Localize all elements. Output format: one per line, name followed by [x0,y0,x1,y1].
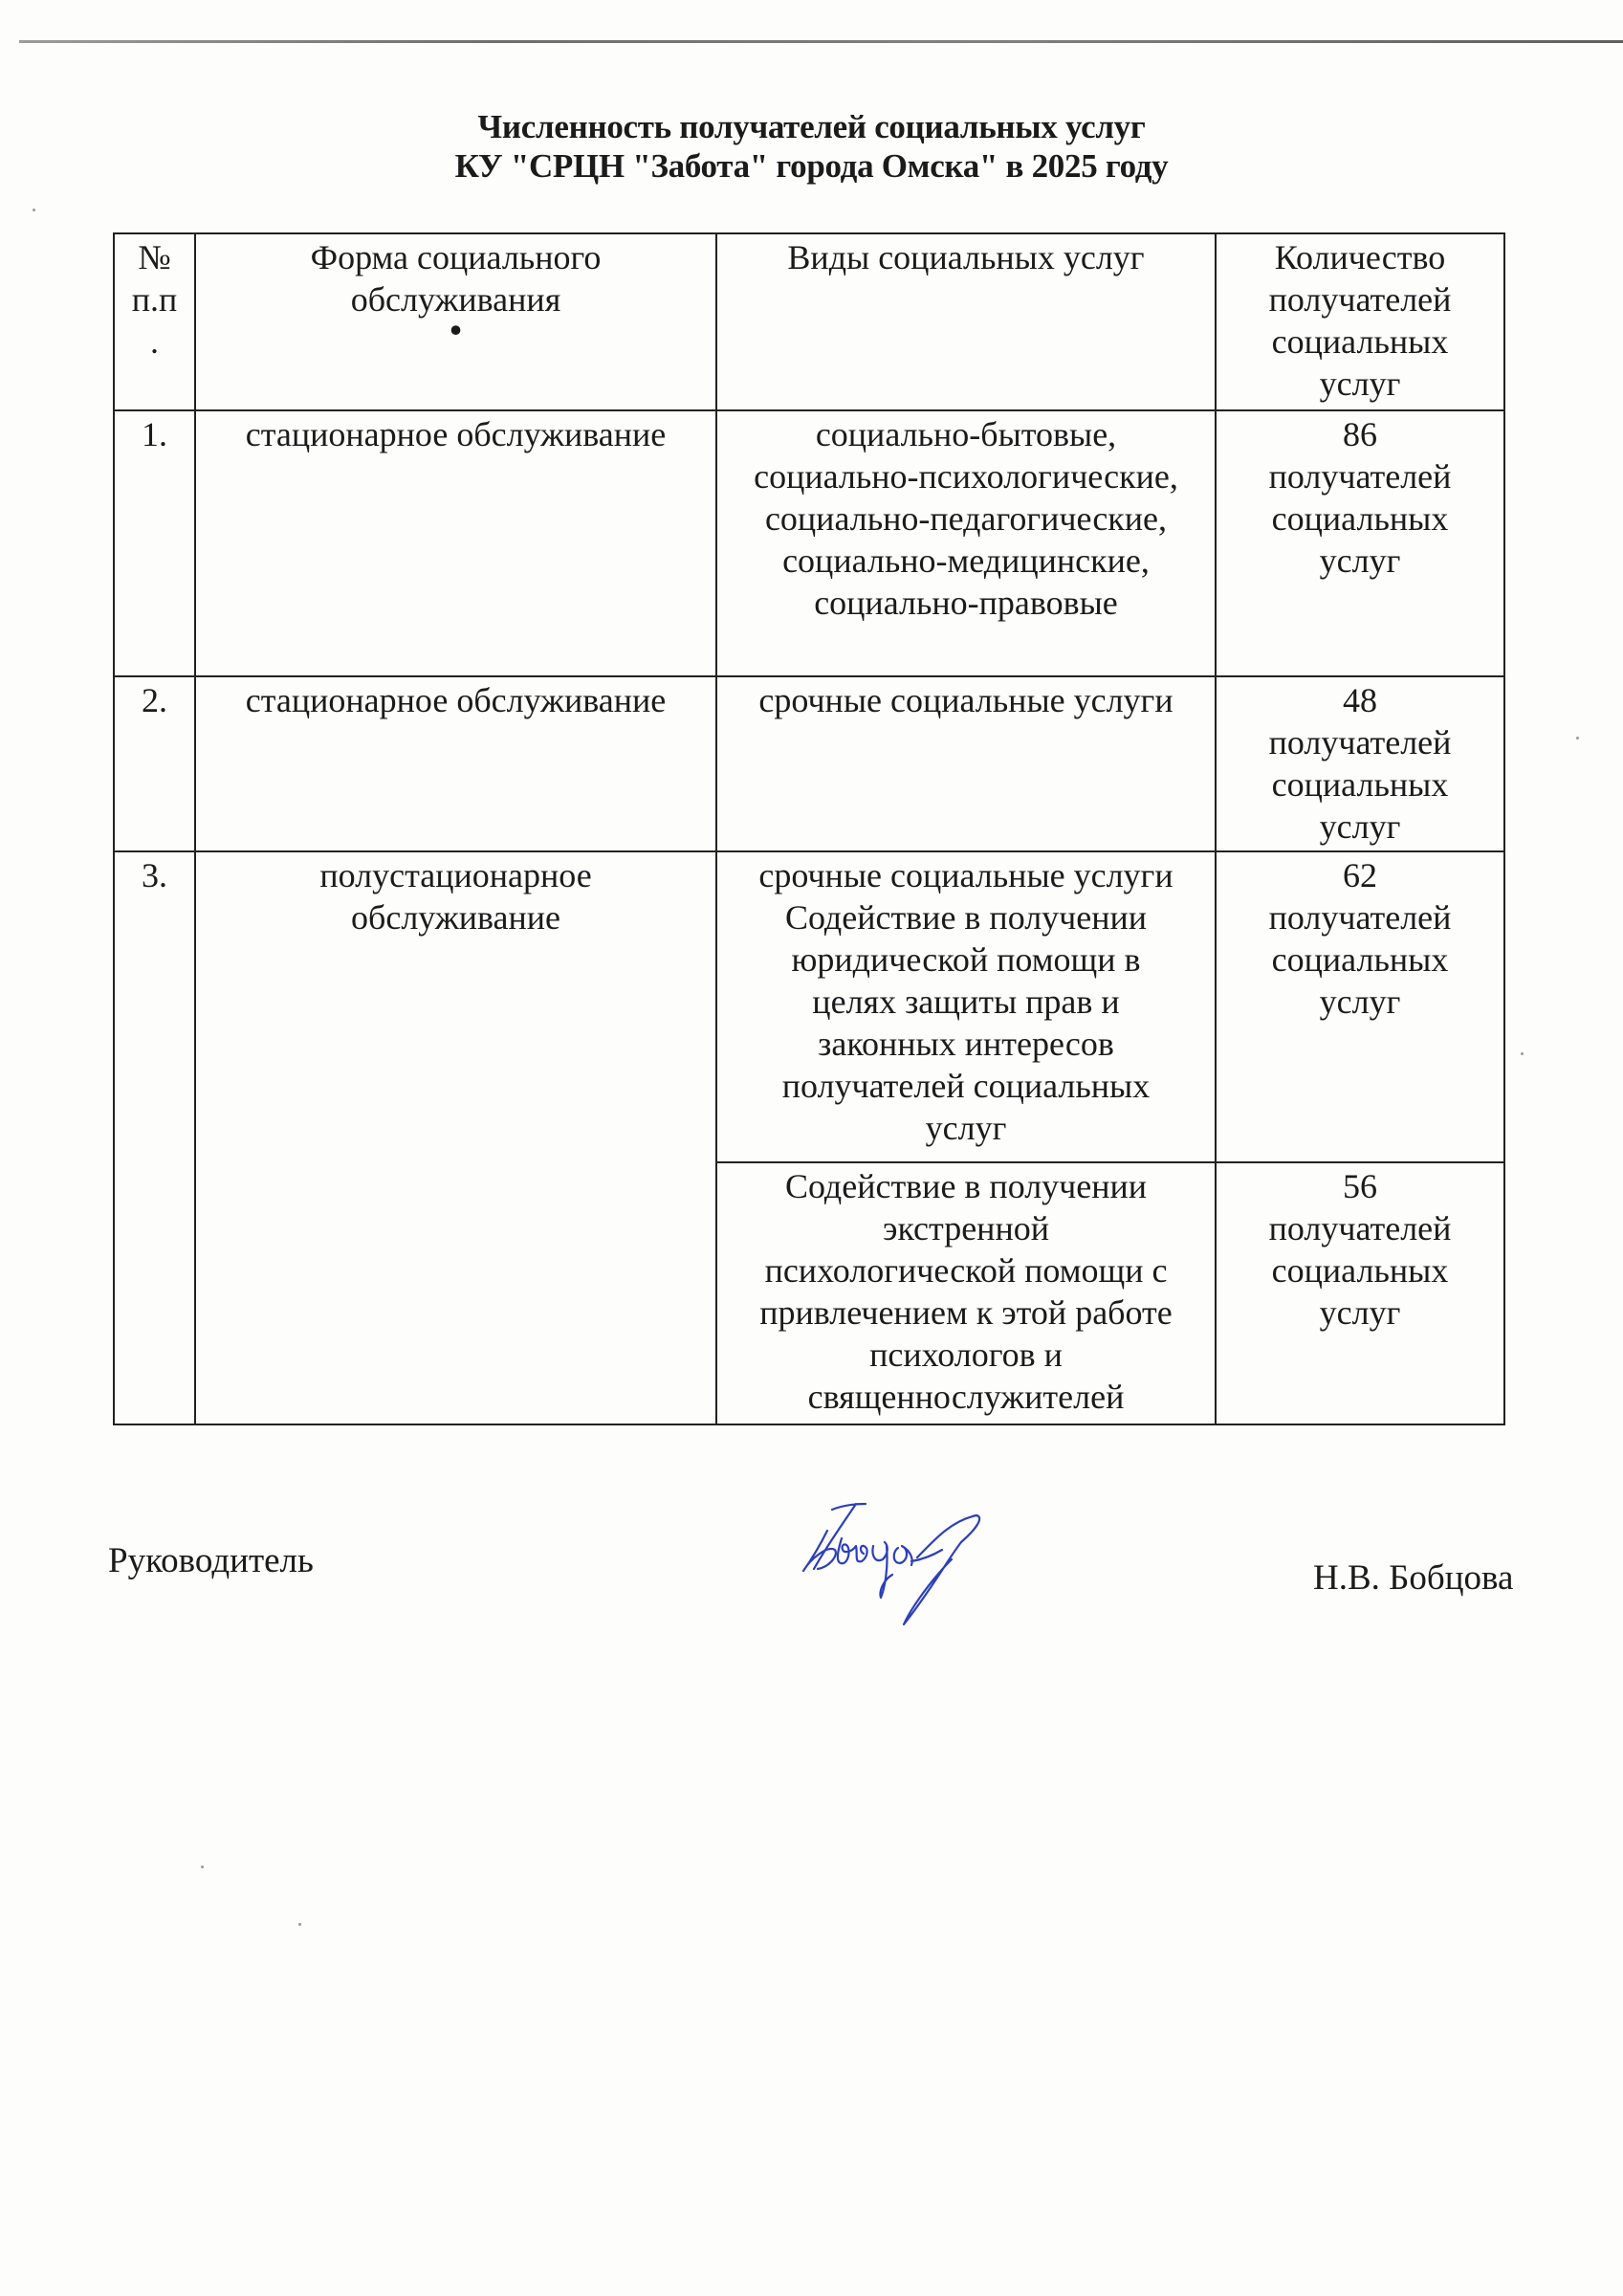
service-line: социально-медицинские, [782,541,1150,580]
row-number: 2. [114,676,195,851]
count-unit-line: услуг [1319,807,1401,846]
service-line: срочные социальные услуги [758,681,1173,719]
service-line: социально-педагогические, [764,499,1168,538]
service-line: социально-психологические, [754,457,1178,496]
header-count-line: получателей [1268,280,1452,319]
service-line: получателей социальных [781,1067,1151,1105]
scan-speck [1521,1052,1524,1055]
row-count [1216,1162,1504,1424]
row-number: 1. [114,410,195,676]
row-services [716,1162,1216,1424]
count-unit-line: социальных [1271,765,1449,804]
header-count-line: социальных [1271,322,1449,361]
service-line: срочные социальные услуги [758,856,1173,894]
count-unit-line: получателей [1268,457,1452,496]
header-services: Виды социальных услуг [716,233,1216,410]
table-row [114,410,1504,676]
service-line: психологической помощи с [764,1251,1168,1290]
table-row [114,851,1504,1162]
service-line: услуг [925,1109,1007,1147]
count-unit-line: социальных [1271,940,1449,979]
count-value: 56 [1343,1167,1377,1205]
service-line: целях защиты прав и [812,982,1120,1021]
count-unit-line: услуг [1319,541,1401,580]
service-line: привлечением к этой работе [759,1293,1173,1332]
table-row [114,676,1504,851]
scan-speck [201,1866,204,1868]
row-count [1216,851,1504,1162]
header-number [114,233,195,410]
row-form: полустационарное обслуживание [195,851,716,1424]
count-unit-line: социальных [1271,499,1449,538]
row-number: 3. [114,851,195,1424]
count-unit-line: получателей [1268,898,1452,937]
document-title [0,107,1623,186]
service-line: социально-бытовые, [815,415,1117,453]
service-line: законных интересов [818,1025,1114,1063]
service-line: психологов и [869,1336,1063,1374]
service-line: социально-правовые [814,584,1118,622]
signatory-role: Руководитель [108,1541,314,1580]
service-line: Содействие в получении [784,1167,1148,1205]
scan-top-edge-rule [19,40,1623,43]
count-value: 86 [1343,415,1377,453]
count-unit-line: услуг [1319,982,1401,1021]
recipients-table [113,232,1505,1425]
row-services [716,676,1216,851]
service-line: юридической помощи в [791,940,1141,979]
count-unit-line: социальных [1271,1251,1449,1290]
title-line-1: Численность получателей социальных услуг [477,108,1146,145]
service-line: экстренной [883,1209,1049,1247]
header-number-sign: № [138,238,171,276]
row-services [716,410,1216,676]
row-count [1216,676,1504,851]
count-value: 62 [1343,856,1377,894]
signatory-name: Н.В. Бобцова [1313,1558,1514,1598]
stray-dot-mark: • [450,311,462,349]
header-number-pp: п.п [131,280,178,319]
header-count-line: Количество [1274,238,1446,276]
count-unit-line: получателей [1268,723,1452,762]
count-value: 48 [1343,681,1377,719]
header-count-line: услуг [1319,364,1401,403]
table-header-row [114,233,1504,410]
row-count [1216,410,1504,676]
header-count [1216,233,1504,410]
service-line: Содействие в получении [784,898,1148,937]
scan-speck [298,1923,301,1926]
handwritten-signature-icon [789,1492,999,1636]
count-unit-line: услуг [1319,1293,1401,1332]
row-form: стационарное обслуживание [195,676,716,851]
scan-speck [1576,737,1579,740]
row-form: стационарное обслуживание [195,410,716,676]
count-unit-line: получателей [1268,1209,1452,1247]
title-line-2: КУ "СРЦН "Забота" города Омска" в 2025 году [454,147,1169,185]
header-form-label: Форма социального обслуживания [310,238,602,319]
service-line: священнослужителей [807,1378,1125,1416]
scan-speck [33,209,35,211]
header-number-dot: . [150,322,159,361]
row-services [716,851,1216,1162]
header-form [195,233,716,410]
